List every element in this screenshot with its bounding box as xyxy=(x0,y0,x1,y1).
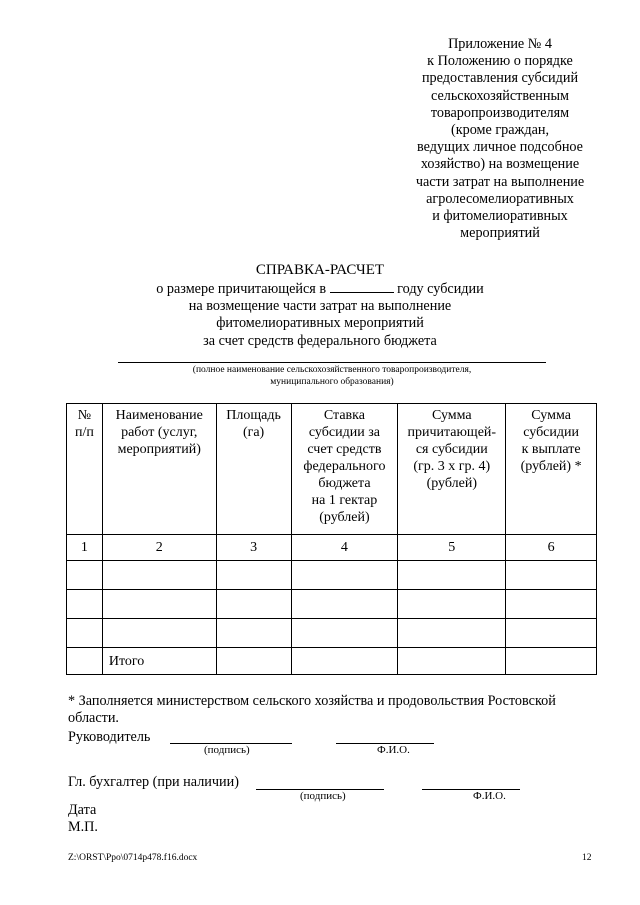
header-cell: Сумма субсидии к выплате (рублей) * xyxy=(506,404,597,535)
table-cell[interactable] xyxy=(216,561,291,590)
table-header-row xyxy=(67,404,597,535)
total-label: Итого xyxy=(102,648,216,675)
appendix-line: сельскохозяйственным xyxy=(430,87,569,104)
subtitle-line-3: фитомелиоративных мероприятий xyxy=(216,315,424,332)
appendix-line: ведущих личное подсобное xyxy=(417,139,583,156)
document-title: СПРАВКА-РАСЧЕТ xyxy=(255,262,385,278)
header-cell: Ставка субсидии за счет средств федерального бюджета на 1 гектар (рублей) xyxy=(291,404,398,535)
signature-hint: (подпись) xyxy=(300,790,346,802)
column-number: 1 xyxy=(67,535,103,561)
name-hint: Ф.И.О. xyxy=(377,744,410,756)
header-cell: № п/п xyxy=(67,404,103,535)
subtitle-line-1-end: году субсидии xyxy=(397,281,484,297)
table-cell[interactable] xyxy=(216,590,291,619)
table-cell[interactable] xyxy=(506,561,597,590)
document-subtitle xyxy=(100,281,540,350)
appendix-line: агролесомелиоративных xyxy=(426,190,574,207)
table-row xyxy=(67,590,597,619)
year-blank[interactable] xyxy=(330,292,394,293)
org-hint-line-2: муниципального образования) xyxy=(270,377,394,387)
appendix-block xyxy=(395,36,605,242)
column-number: 2 xyxy=(102,535,216,561)
table-cell[interactable] xyxy=(102,590,216,619)
table-cell[interactable] xyxy=(398,648,506,675)
name-hint: Ф.И.О. xyxy=(473,790,506,802)
table-cell[interactable] xyxy=(398,561,506,590)
subtitle-line-2: на возмещение части затрат на выполнение xyxy=(188,298,452,315)
column-number: 3 xyxy=(216,535,291,561)
org-name-blank[interactable] xyxy=(118,362,546,363)
table-cell[interactable] xyxy=(291,561,398,590)
column-number: 5 xyxy=(398,535,506,561)
table-cell[interactable] xyxy=(291,648,398,675)
table-row xyxy=(67,619,597,648)
stamp-label: М.П. xyxy=(68,819,98,835)
footnote: * Заполняется министерством сельского хозяйства и продовольствия Ростовской области. xyxy=(68,693,556,727)
total-row xyxy=(67,648,597,675)
appendix-line: Приложение № 4 xyxy=(448,36,552,52)
table-cell[interactable] xyxy=(67,619,103,648)
header-cell: Сумма причитающей- ся субсидии (гр. 3 х гр. 4) (рублей) xyxy=(398,404,506,535)
subtitle-line-1 xyxy=(100,281,540,298)
page-number: 12 xyxy=(582,853,592,863)
appendix-line: и фитомелиоративных xyxy=(432,208,568,225)
header-cell: Площадь (га) xyxy=(216,404,291,535)
table-cell[interactable] xyxy=(291,590,398,619)
org-hint-line-1: (полное наименование сельскохозяйственного товаропроизводителя, xyxy=(192,365,472,375)
subtitle-line-1-start: о размере причитающейся в xyxy=(156,281,327,297)
head-label: Руководитель xyxy=(68,729,151,745)
table-row xyxy=(67,561,597,590)
table-cell[interactable] xyxy=(67,648,103,675)
table-cell[interactable] xyxy=(102,619,216,648)
accountant-label: Гл. бухгалтер (при наличии) xyxy=(68,774,239,790)
column-number: 4 xyxy=(291,535,398,561)
table-cell[interactable] xyxy=(398,619,506,648)
table-cell[interactable] xyxy=(216,619,291,648)
appendix-line: мероприятий xyxy=(460,225,540,242)
appendix-line: товаропроизводителям xyxy=(430,104,570,121)
table-cell[interactable] xyxy=(67,590,103,619)
calculation-table xyxy=(66,403,597,675)
table-cell[interactable] xyxy=(67,561,103,590)
subtitle-line-4: за счет средств федерального бюджета xyxy=(203,332,437,349)
file-path: Z:\ORST\Ppo\0714p478.f16.docx xyxy=(68,853,198,863)
date-label: Дата xyxy=(68,802,97,818)
table-cell[interactable] xyxy=(216,648,291,675)
appendix-line: хозяйство) на возмещение xyxy=(420,156,580,173)
table-cell[interactable] xyxy=(506,648,597,675)
appendix-line: части затрат на выполнение xyxy=(415,173,585,190)
table-cell[interactable] xyxy=(398,590,506,619)
table-cell[interactable] xyxy=(506,619,597,648)
column-number: 6 xyxy=(506,535,597,561)
table-cell[interactable] xyxy=(102,561,216,590)
header-cell: Наименование работ (услуг, мероприятий) xyxy=(102,404,216,535)
table-cell[interactable] xyxy=(291,619,398,648)
appendix-line: к Положению о порядке xyxy=(427,53,573,70)
org-name-hint xyxy=(118,364,546,388)
table-cell[interactable] xyxy=(506,590,597,619)
column-number-row xyxy=(67,535,597,561)
signature-hint: (подпись) xyxy=(204,744,250,756)
appendix-line: (кроме граждан, xyxy=(450,122,550,139)
appendix-line: предоставления субсидий xyxy=(421,70,579,87)
